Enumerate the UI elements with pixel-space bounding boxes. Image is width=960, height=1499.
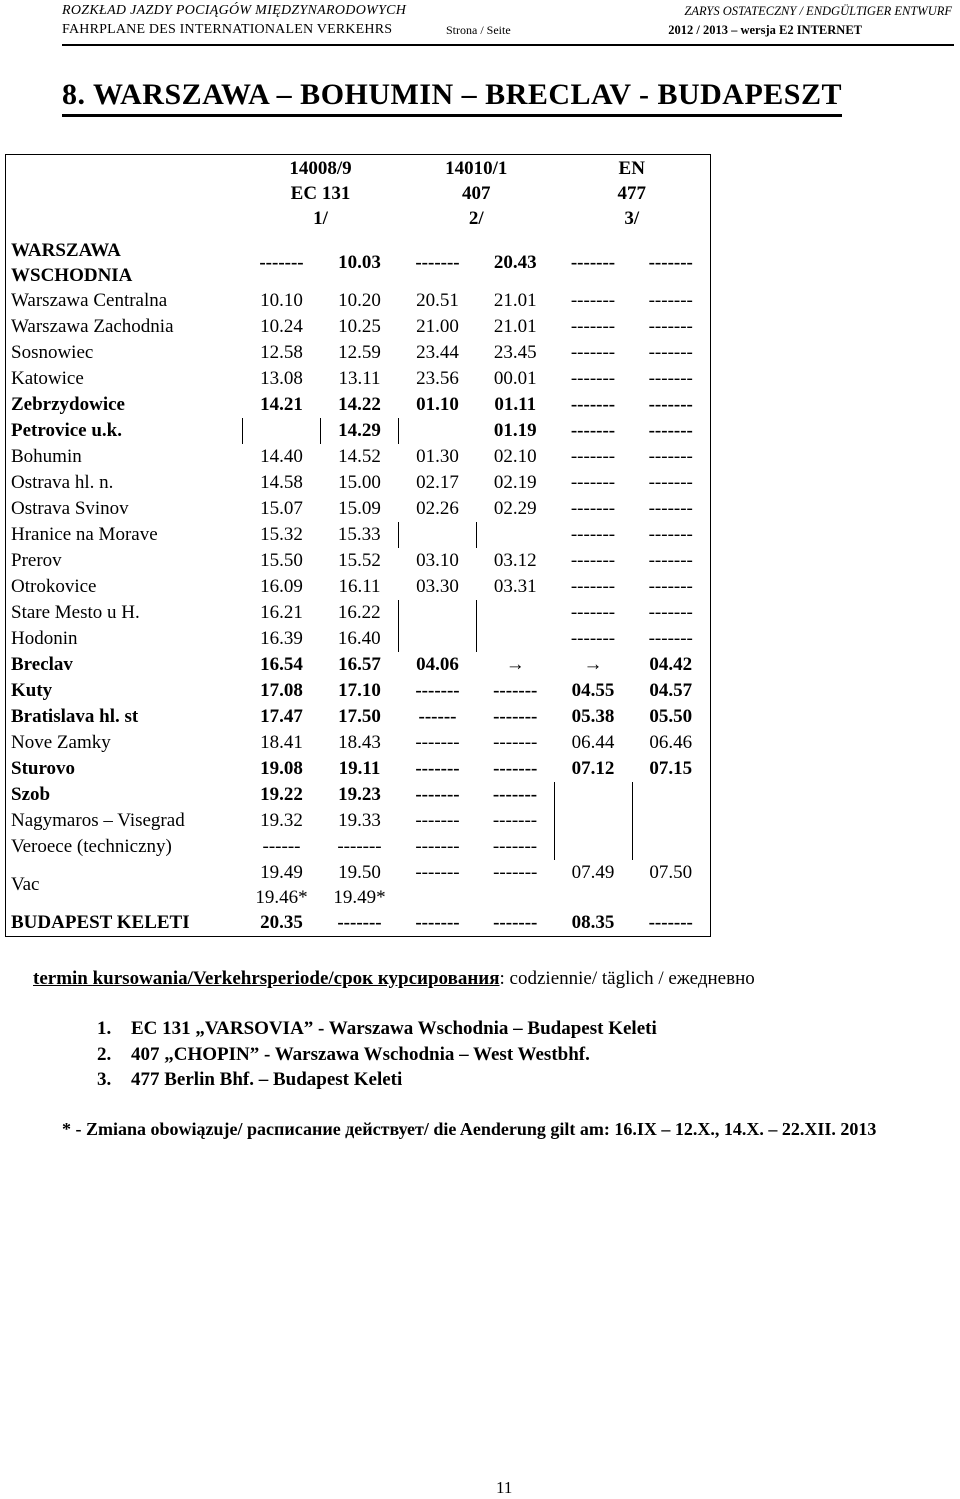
time-cell: 04.57 bbox=[632, 678, 710, 704]
time-cell bbox=[243, 418, 321, 444]
timetable-row bbox=[6, 834, 711, 860]
train-header bbox=[243, 155, 399, 239]
time-cell: 15.50 bbox=[260, 550, 303, 571]
footnote-1 bbox=[97, 1018, 657, 1040]
header-page-label: Strona / Seite bbox=[446, 23, 511, 37]
timetable-body bbox=[6, 155, 711, 937]
time-cell: ------- bbox=[570, 420, 616, 441]
page-header bbox=[62, 2, 954, 46]
time-cell: 12.59 bbox=[338, 342, 381, 363]
time-cell bbox=[321, 860, 399, 910]
timetable-row bbox=[6, 496, 711, 522]
time-cell: 02.29 bbox=[493, 498, 537, 519]
time-cell: 21.01 bbox=[493, 290, 537, 311]
operating-period-label: termin kursowania/Verkehrsperiode/срок курсирования bbox=[33, 968, 500, 989]
time-cell bbox=[632, 782, 710, 808]
train-header-line: 1/ bbox=[313, 208, 328, 229]
train-header bbox=[554, 155, 710, 239]
time-cell: 14.58 bbox=[260, 472, 303, 493]
station-name: Bratislava hl. st bbox=[6, 704, 243, 730]
time-cell: ------ bbox=[418, 706, 457, 727]
timetable-row bbox=[6, 860, 711, 910]
station-name: WARSZAWA WSCHODNIA bbox=[6, 238, 243, 288]
time-cell: ------- bbox=[477, 910, 555, 937]
time-cell: 16.39 bbox=[260, 628, 303, 649]
timetable-row bbox=[6, 678, 711, 704]
train-header-line: 14010/1 bbox=[445, 158, 508, 179]
time-cell: 20.51 bbox=[416, 290, 459, 311]
time-cell: ------- bbox=[570, 576, 616, 597]
timetable-row bbox=[6, 652, 711, 678]
station-name: Sosnowiec bbox=[6, 340, 243, 366]
time-cell: ------- bbox=[570, 446, 616, 467]
timetable-row bbox=[6, 522, 711, 548]
time-cell: 15.32 bbox=[260, 524, 303, 545]
timetable-row bbox=[6, 444, 711, 470]
time-cell: 01.30 bbox=[416, 446, 459, 467]
time-cell: 15.09 bbox=[338, 498, 381, 519]
page-number: 11 bbox=[496, 1478, 513, 1497]
time-cell: 10.03 bbox=[338, 252, 381, 273]
station-name: Nagymaros – Visegrad bbox=[6, 808, 243, 834]
time-cell: 16.22 bbox=[337, 602, 381, 623]
time-cell: 12.58 bbox=[260, 342, 303, 363]
time-cell: 05.38 bbox=[571, 706, 615, 727]
time-cell: 14.40 bbox=[260, 446, 303, 467]
time-cell: 14.52 bbox=[338, 446, 381, 467]
time-cell: 21.01 bbox=[493, 316, 537, 337]
time-cell: 13.08 bbox=[260, 368, 303, 389]
time-cell: ------- bbox=[493, 680, 538, 701]
time-cell: ------ bbox=[262, 836, 301, 857]
time-cell: ------- bbox=[570, 368, 616, 389]
station-name: Vac bbox=[6, 860, 243, 910]
time-cell: ------- bbox=[632, 522, 710, 548]
time-cell: 13.11 bbox=[338, 368, 381, 389]
train-header-line: 14008/9 bbox=[289, 158, 352, 179]
timetable-row bbox=[6, 288, 711, 314]
time-cell: 07.15 bbox=[632, 756, 710, 782]
time-cell: ------- bbox=[321, 910, 399, 937]
timetable bbox=[5, 154, 711, 937]
time-cell: ------- bbox=[492, 784, 538, 805]
time-cell: 15.52 bbox=[338, 550, 381, 571]
time-cell: ------- bbox=[570, 342, 616, 363]
station-name: Sturovo bbox=[6, 756, 243, 782]
time-cell: 02.19 bbox=[493, 472, 537, 493]
time-cell: ------- bbox=[570, 628, 616, 649]
time-value-alt: 19.49* bbox=[333, 887, 386, 908]
page-title bbox=[62, 74, 886, 116]
station-name: BUDAPEST KELETI bbox=[6, 910, 243, 937]
time-cell: → bbox=[505, 654, 525, 675]
time-cell: ------- bbox=[415, 680, 460, 701]
train-header-row bbox=[6, 155, 711, 239]
time-cell: ------- bbox=[570, 472, 616, 493]
time-cell: ------- bbox=[570, 550, 616, 571]
time-cell: 23.44 bbox=[416, 342, 459, 363]
station-name: Kuty bbox=[6, 678, 243, 704]
time-cell: 19.22 bbox=[260, 784, 303, 805]
time-cell: ------- bbox=[632, 574, 710, 600]
time-cell: 07.50 bbox=[632, 860, 710, 910]
time-cell: 16.21 bbox=[260, 602, 303, 623]
station-name: Otrokovice bbox=[6, 574, 243, 600]
time-cell: ------- bbox=[415, 784, 460, 805]
timetable-row bbox=[6, 366, 711, 392]
train-header-line: 477 bbox=[617, 183, 646, 204]
footnote-number: 3. bbox=[97, 1069, 112, 1090]
timetable-row bbox=[6, 548, 711, 574]
timetable-row bbox=[6, 704, 711, 730]
time-cell bbox=[399, 418, 477, 444]
time-cell bbox=[399, 522, 477, 548]
time-cell: ------- bbox=[570, 290, 616, 311]
time-cell: 04.42 bbox=[632, 652, 710, 678]
footnote-2 bbox=[97, 1044, 590, 1066]
time-cell: ------- bbox=[570, 524, 616, 545]
timetable-row bbox=[6, 756, 711, 782]
time-value: 19.50 bbox=[338, 862, 381, 883]
time-cell: 05.50 bbox=[632, 704, 710, 730]
time-cell: 20.35 bbox=[243, 910, 321, 937]
header-draft-label: ZARYS OSTATECZNY / ENDGÜLTIGER ENTWURF bbox=[684, 4, 952, 18]
timetable-row bbox=[6, 418, 711, 444]
time-cell: 16.11 bbox=[338, 576, 381, 597]
station-name: Hranice na Morave bbox=[6, 522, 243, 548]
time-cell: 02.26 bbox=[416, 498, 459, 519]
time-cell: ------- bbox=[570, 316, 616, 337]
time-cell: ------- bbox=[632, 314, 710, 340]
station-name: Warszawa Centralna bbox=[6, 288, 243, 314]
time-cell: ------- bbox=[259, 252, 304, 273]
time-cell: 17.08 bbox=[260, 680, 303, 701]
time-cell: ------- bbox=[632, 340, 710, 366]
time-cell: 20.43 bbox=[493, 252, 537, 273]
time-cell: ------- bbox=[415, 758, 460, 779]
time-cell: 08.35 bbox=[554, 910, 632, 937]
train-header-line: 3/ bbox=[624, 208, 640, 229]
time-cell: 16.54 bbox=[260, 654, 303, 675]
operating-period bbox=[33, 968, 755, 990]
header-version-label: 2012 / 2013 – wersja E2 INTERNET bbox=[668, 23, 862, 37]
time-cell: ------- bbox=[570, 394, 616, 415]
footnote-text: 477 Berlin Bhf. – Budapest Keleti bbox=[131, 1069, 403, 1090]
time-cell: ------- bbox=[570, 602, 616, 623]
time-cell: 03.30 bbox=[416, 576, 459, 597]
time-cell: 02.17 bbox=[416, 472, 459, 493]
time-cell: 06.44 bbox=[571, 732, 615, 753]
station-name: Szob bbox=[6, 782, 243, 808]
schedule-change-note: * - Zmiana obowiązuje/ расписание действует/ die Aenderung gilt am: 16.IX – 12.X., 14.X. – 22.XII. 2013 bbox=[62, 1119, 877, 1139]
footnote-text: EC 131 „VARSOVIA” - Warszawa Wschodnia – Budapest Keleti bbox=[131, 1018, 657, 1039]
time-cell: ------- bbox=[493, 862, 538, 883]
time-value: 19.49 bbox=[260, 862, 303, 883]
time-cell: ------- bbox=[632, 910, 710, 937]
time-cell: ------- bbox=[493, 732, 538, 753]
footnote-text: 407 „CHOPIN” - Warszawa Wschodnia – West Westbhf. bbox=[131, 1044, 590, 1065]
time-cell: 21.00 bbox=[416, 316, 459, 337]
station-name: Katowice bbox=[6, 366, 243, 392]
time-cell: ------- bbox=[337, 836, 382, 857]
time-cell: ------- bbox=[632, 418, 710, 444]
time-cell: ------- bbox=[415, 836, 460, 857]
train-header-line: EC 131 bbox=[290, 183, 351, 204]
time-cell bbox=[554, 808, 632, 834]
time-cell: ------- bbox=[632, 238, 710, 288]
time-cell: ------- bbox=[415, 252, 460, 273]
time-cell: 03.10 bbox=[416, 550, 459, 571]
timetable-row bbox=[6, 314, 711, 340]
time-cell: ------- bbox=[632, 288, 710, 314]
time-cell: 16.09 bbox=[260, 576, 303, 597]
time-cell: 03.31 bbox=[493, 576, 537, 597]
time-cell: 16.57 bbox=[338, 654, 381, 675]
station-name: Bohumin bbox=[6, 444, 243, 470]
time-cell: → bbox=[583, 654, 603, 675]
time-cell: ------- bbox=[415, 862, 460, 883]
station-name: Zebrzydowice bbox=[6, 392, 243, 418]
time-cell: 10.24 bbox=[260, 316, 303, 337]
station-name: Breclav bbox=[6, 652, 243, 678]
time-cell: 19.23 bbox=[338, 784, 381, 805]
time-cell: ------- bbox=[632, 470, 710, 496]
time-cell: 01.19 bbox=[493, 420, 537, 441]
timetable-row bbox=[6, 574, 711, 600]
time-cell: ------- bbox=[493, 758, 538, 779]
train-header-line: 2/ bbox=[468, 208, 484, 229]
timetable-row bbox=[6, 392, 711, 418]
timetable-row bbox=[6, 782, 711, 808]
time-cell: ------- bbox=[632, 366, 710, 392]
station-name: Hodonin bbox=[6, 626, 243, 652]
operating-period-value: : codziennie/ täglich / ежедневно bbox=[499, 968, 755, 989]
time-cell: 01.10 bbox=[416, 394, 459, 415]
time-cell: ------- bbox=[570, 498, 616, 519]
time-cell: ------- bbox=[632, 392, 710, 418]
train-header-line: 407 bbox=[462, 183, 491, 204]
time-cell: ------- bbox=[632, 600, 710, 626]
time-cell: 06.46 bbox=[632, 730, 710, 756]
time-cell: 18.41 bbox=[260, 732, 303, 753]
time-cell: 23.56 bbox=[416, 368, 459, 389]
time-cell: ------- bbox=[632, 548, 710, 574]
time-cell: 15.00 bbox=[338, 472, 381, 493]
time-cell: 17.50 bbox=[338, 706, 381, 727]
time-cell: 15.07 bbox=[260, 498, 303, 519]
timetable-row bbox=[6, 470, 711, 496]
timetable-row bbox=[6, 910, 711, 937]
time-cell: ------- bbox=[632, 444, 710, 470]
time-cell: ------- bbox=[493, 706, 538, 727]
time-cell: 04.06 bbox=[416, 654, 459, 675]
time-cell: 23.45 bbox=[493, 342, 537, 363]
train-header-line: EN bbox=[618, 158, 645, 179]
time-cell: 17.10 bbox=[338, 680, 381, 701]
time-cell: 15.33 bbox=[337, 524, 381, 545]
time-cell bbox=[243, 860, 321, 910]
time-cell bbox=[632, 834, 710, 860]
time-cell: 17.47 bbox=[260, 706, 303, 727]
footnote-3 bbox=[97, 1069, 402, 1091]
time-cell: ------- bbox=[415, 810, 460, 831]
time-cell: 19.08 bbox=[260, 758, 303, 779]
time-cell: 18.43 bbox=[338, 732, 381, 753]
time-cell: 14.29 bbox=[338, 420, 381, 441]
time-cell: 07.49 bbox=[571, 862, 615, 883]
station-name: Veroece (techniczny) bbox=[6, 834, 243, 860]
time-cell bbox=[554, 782, 632, 808]
page-title-text: 8. WARSZAWA – BOHUMIN – BRECLAV - BUDAPESZT bbox=[62, 76, 842, 117]
time-value-alt: 19.46* bbox=[255, 887, 308, 908]
time-cell: 01.11 bbox=[494, 394, 537, 415]
time-cell: 03.12 bbox=[493, 550, 537, 571]
time-cell: ------- bbox=[492, 810, 538, 831]
time-cell bbox=[477, 600, 555, 626]
time-cell: 02.10 bbox=[493, 446, 537, 467]
header-line-2: FAHRPLANE DES INTERNATIONALEN VERKEHRS bbox=[62, 22, 393, 37]
station-name: Nove Zamky bbox=[6, 730, 243, 756]
timetable-row bbox=[6, 340, 711, 366]
time-cell: 19.33 bbox=[338, 810, 381, 831]
time-cell: 07.12 bbox=[571, 758, 615, 779]
time-cell: ------- bbox=[632, 496, 710, 522]
timetable-row bbox=[6, 626, 711, 652]
time-cell: 14.22 bbox=[338, 394, 381, 415]
footnote-number: 2. bbox=[97, 1044, 112, 1065]
time-cell: 16.40 bbox=[337, 628, 381, 649]
time-cell bbox=[477, 522, 555, 548]
train-header bbox=[399, 155, 555, 239]
time-cell: 10.10 bbox=[260, 290, 303, 311]
time-cell: ------- bbox=[492, 836, 538, 857]
time-cell: ------- bbox=[415, 732, 460, 753]
time-cell: ------- bbox=[570, 252, 616, 273]
time-cell: 00.01 bbox=[493, 368, 537, 389]
timetable-row bbox=[6, 730, 711, 756]
time-cell bbox=[399, 626, 477, 652]
station-name: Petrovice u.k. bbox=[6, 418, 243, 444]
station-name: Ostrava Svinov bbox=[6, 496, 243, 522]
time-cell bbox=[477, 626, 555, 652]
header-line-1: ROZKŁAD JAZDY POCIĄGÓW MIĘDZYNARODOWYCH bbox=[62, 3, 407, 18]
time-cell: 10.20 bbox=[338, 290, 381, 311]
timetable-row bbox=[6, 600, 711, 626]
time-cell: 14.21 bbox=[260, 394, 303, 415]
station-name: Warszawa Zachodnia bbox=[6, 314, 243, 340]
time-cell: ------- bbox=[399, 910, 477, 937]
station-name: Stare Mesto u H. bbox=[6, 600, 243, 626]
timetable-row bbox=[6, 808, 711, 834]
time-cell bbox=[399, 600, 477, 626]
time-cell: 04.55 bbox=[571, 680, 615, 701]
station-name: Ostrava hl. n. bbox=[6, 470, 243, 496]
time-cell bbox=[554, 834, 632, 860]
station-header bbox=[6, 155, 243, 239]
time-cell: 10.25 bbox=[338, 316, 381, 337]
station-name: Prerov bbox=[6, 548, 243, 574]
time-cell: ------- bbox=[632, 626, 710, 652]
time-cell bbox=[632, 808, 710, 834]
time-cell: 19.32 bbox=[260, 810, 303, 831]
footnote-number: 1. bbox=[97, 1018, 112, 1039]
time-cell: 19.11 bbox=[338, 758, 381, 779]
timetable-row bbox=[6, 238, 711, 288]
